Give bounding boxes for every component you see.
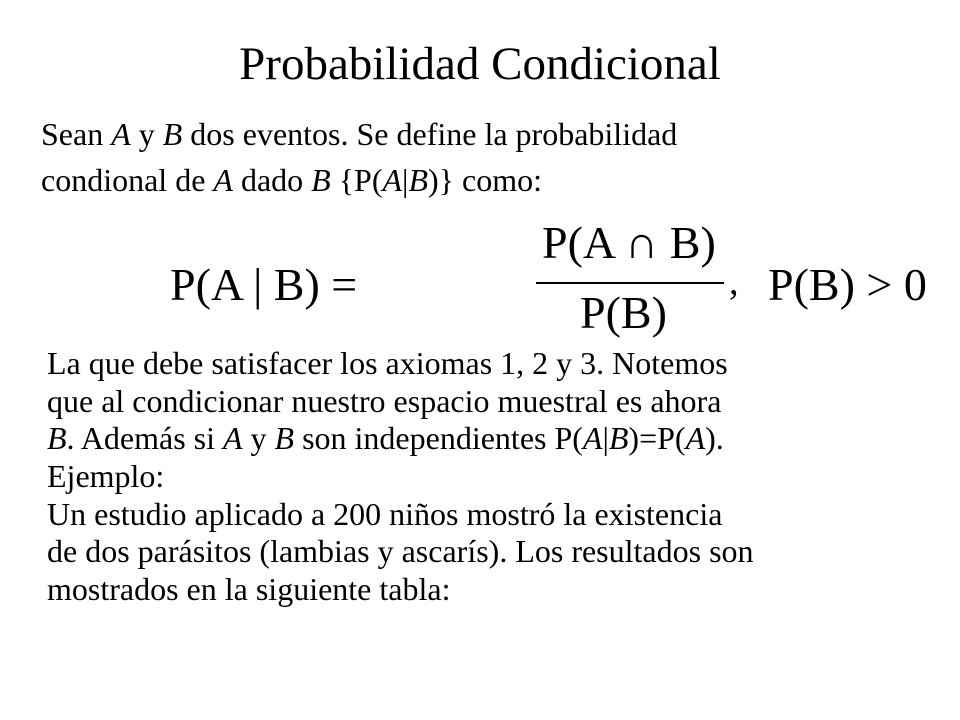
body-line-3 <box>47 420 942 458</box>
formula-comma: , <box>729 261 739 303</box>
intro-text: dado <box>232 162 312 198</box>
event-a: A <box>685 420 706 457</box>
event-b: B <box>311 162 331 198</box>
intro-text: condional de <box>41 162 214 198</box>
fraction-bar <box>536 282 724 284</box>
event-a: A <box>582 420 603 457</box>
intro-paragraph <box>41 111 941 203</box>
body-line-2: que al condicionar nuestro espacio muestral es ahora <box>47 382 722 419</box>
event-a: A <box>213 162 233 198</box>
intro-line-2 <box>41 157 941 203</box>
body-text: ). <box>705 420 724 457</box>
intro-text: {P( <box>330 162 383 198</box>
intro-line-1 <box>41 111 941 157</box>
formula-lhs: P(A | B) = <box>170 259 358 310</box>
intro-text: y <box>130 116 163 152</box>
intro-text: )} como: <box>428 162 542 198</box>
event-a: A <box>382 162 403 198</box>
body-text: . Además si <box>66 420 223 457</box>
conditional-probability-formula <box>166 217 927 344</box>
body-text: son independientes P( <box>294 420 583 457</box>
body-text: y <box>242 420 275 457</box>
intro-text: dos eventos. Se define la probabilidad <box>182 116 678 152</box>
intro-text: Sean <box>41 116 112 152</box>
body-line-6: de dos parásitos (lambias y ascarís). Los resultados son <box>47 533 754 570</box>
body-line-7: mostrados en la siguiente tabla: <box>47 571 451 608</box>
body-line-1: La que debe satisfacer los axiomas 1, 2 y 3. Notemos <box>47 345 728 381</box>
slide-title: Probabilidad Condicional <box>239 38 721 90</box>
formula-numerator: P(A ∩ B) <box>542 217 716 268</box>
event-b: B <box>47 420 67 457</box>
body-text: | <box>602 420 609 457</box>
intro-text: | <box>402 162 409 198</box>
body-text: )=P( <box>628 420 686 457</box>
formula-condition: P(B) > 0 <box>768 259 927 310</box>
event-b: B <box>408 162 428 198</box>
event-b: B <box>608 420 629 457</box>
body-line-5: Un estudio aplicado a 200 niños mostró la existencia <box>47 495 723 532</box>
formula-denominator: P(B) <box>580 287 667 338</box>
event-b: B <box>274 420 295 457</box>
body-paragraph <box>47 345 942 609</box>
event-a: A <box>111 116 131 152</box>
body-line-4: Ejemplo: <box>47 458 165 495</box>
event-b: B <box>162 116 183 152</box>
event-a: A <box>222 420 243 457</box>
